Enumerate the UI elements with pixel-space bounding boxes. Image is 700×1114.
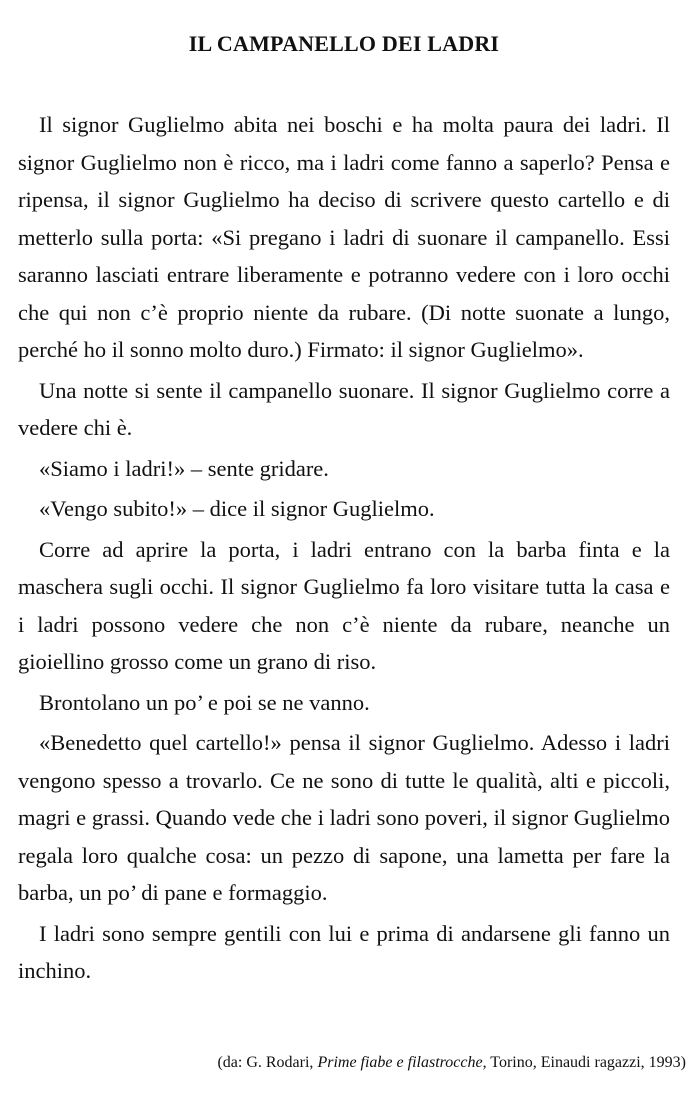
citation-book-title: Prime fiabe e filastrocche xyxy=(317,1054,483,1071)
paragraph-5: Corre ad aprire la porta, i ladri entrano con la barba finta e la maschera sugli occhi. Il signor Guglielmo fa loro visitare tutta la casa e i ladri possono vedere che non c’è niente da rubare, neanche un gioiellino grosso come un grano di riso. xyxy=(18,536,670,674)
story-title: IL CAMPANELLO DEI LADRI xyxy=(188,31,500,56)
story-page xyxy=(18,30,670,993)
paragraph-1: Il signor Guglielmo abita nei boschi e ha molta paura dei ladri. Il signor Guglielmo non è ricco, ma i ladri come fanno a saperlo? Pensa e ripensa, il signor Guglielmo ha deciso di scrivere questo cartello e di metterlo sulla porta: «Si pregano i ladri di suonare il campanello. Essi saranno lasciati entrare liberamente e potranno vedere con i loro occhi che qui non c’è proprio niente da rubare. (Di notte suonate a lungo, perché ho il sonno molto duro.) Firmato: il signor Guglielmo». xyxy=(18,112,670,362)
paragraph-3: «Siamo i ladri!» – sente gridare. xyxy=(39,455,329,481)
paragraph-4: «Vengo subito!» – dice il signor Guglielmo. xyxy=(39,496,435,521)
citation-prefix: (da: G. Rodari, xyxy=(217,1054,318,1071)
paragraph-7: «Benedetto quel cartello!» pensa il signor Guglielmo. Adesso i ladri vengono spesso a trovarlo. Ce ne sono di tutte le qualità, alti e piccoli, magri e grassi. Quando vede che i ladri sono poveri, il signor Guglielmo regala loro qualche cosa: un pezzo di sapone, una lametta per fare la barba, un po’ di pane e formaggio. xyxy=(18,730,670,905)
source-citation xyxy=(217,1052,686,1074)
citation-suffix: , Torino, Einaudi ragazzi, 1993) xyxy=(482,1054,686,1071)
paragraph-8: I ladri sono sempre gentili con lui e prima di andarsene gli fanno un inchino. xyxy=(18,920,670,983)
paragraph-2: Una notte si sente il campanello suonare. Il signor Guglielmo corre a vedere chi è. xyxy=(18,377,670,440)
paragraph-6: Brontolano un po’ e poi se ne vanno. xyxy=(39,689,370,715)
